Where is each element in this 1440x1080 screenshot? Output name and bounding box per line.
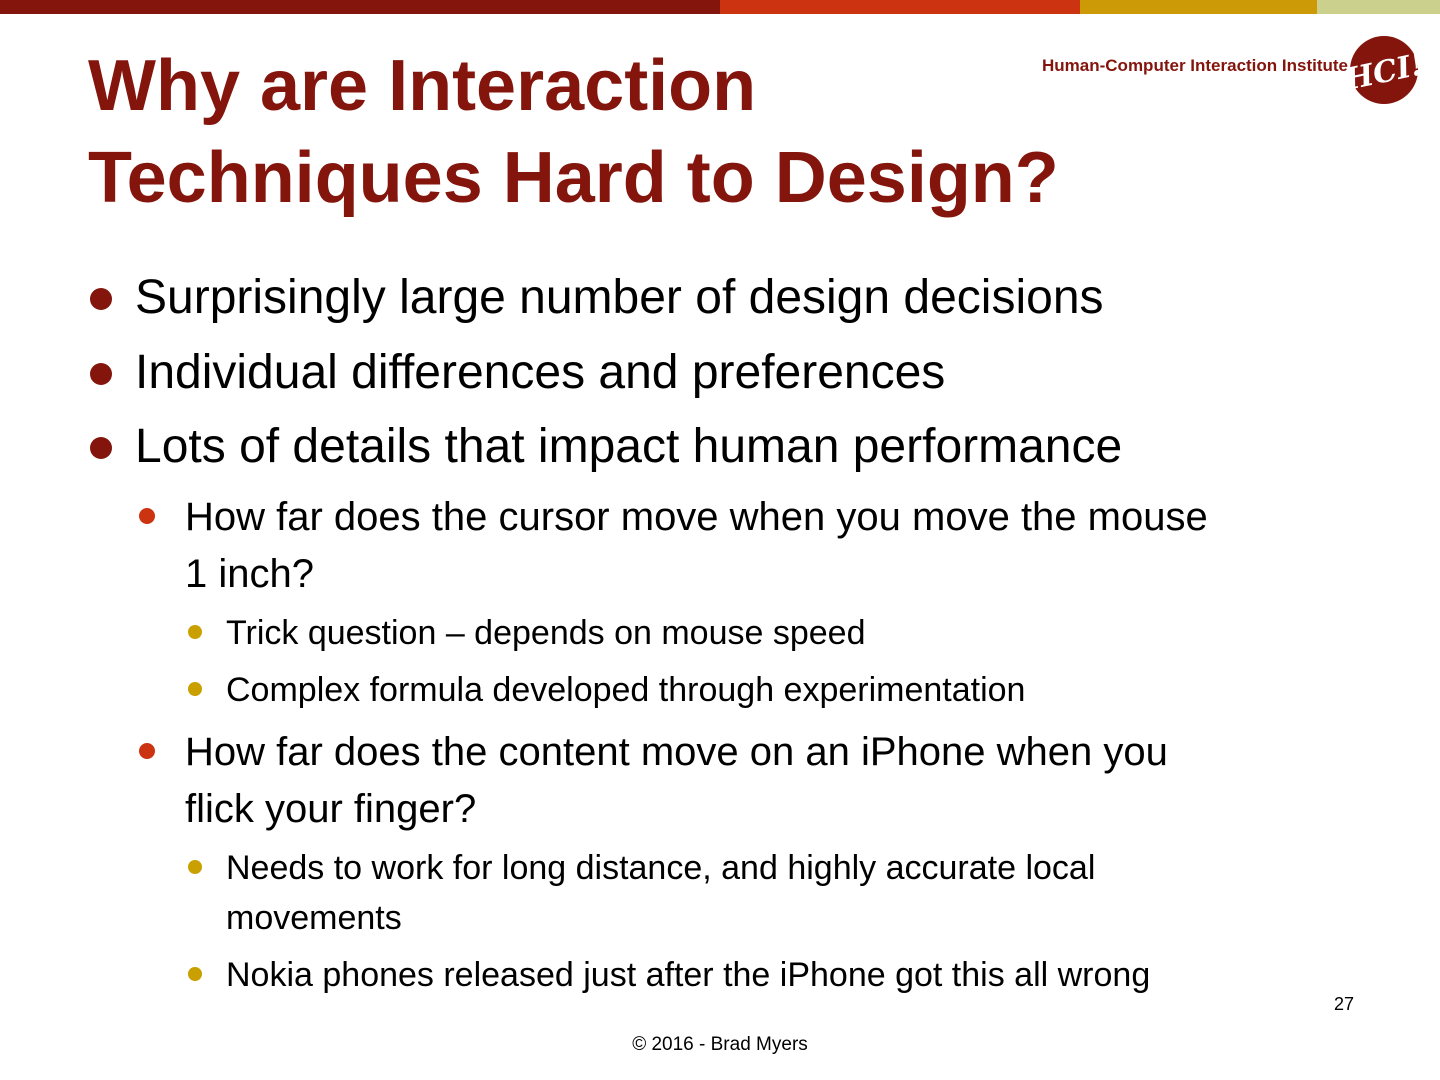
sub-sub-bullet-item (226, 608, 865, 658)
bullet-item (135, 419, 1122, 475)
sub-sub-bullet-text: Needs to work for long distance, and highly accurate local (226, 849, 1096, 887)
sub-bullet-dot-icon (139, 743, 155, 759)
bullet-item (135, 345, 945, 401)
sub-bullet-continuation (185, 546, 314, 603)
sub-sub-bullet-text: movements (226, 899, 402, 937)
sub-bullet-text: How far does the content move on an iPhone when you (185, 730, 1168, 774)
page-number: 27 (1333, 994, 1354, 1014)
sub-sub-bullet-item (226, 843, 1095, 893)
sub-bullet-text: How far does the cursor move when you move the mouse (185, 495, 1208, 539)
sub-bullet-dot-icon (139, 508, 155, 524)
bullet-dot-icon (90, 437, 112, 459)
sub-bullet-text: flick your finger? (185, 787, 477, 831)
sub-sub-bullet-continuation (226, 893, 402, 943)
bullet-item (135, 270, 1104, 326)
slide-title-line-2: Techniques Hard to Design? (88, 138, 1059, 218)
sub-sub-bullet-item (226, 665, 1025, 715)
sub-bullet-continuation (185, 781, 476, 838)
sub-sub-bullet-dot-icon (188, 682, 202, 696)
bullet-text: Surprisingly large number of design decisions (135, 271, 1104, 324)
bullet-dot-icon (90, 288, 112, 310)
sub-sub-bullet-dot-icon (188, 860, 202, 874)
bullet-text: Individual differences and preferences (135, 346, 946, 399)
logo-text: Human-Computer Interaction Institute (1042, 56, 1349, 75)
sub-bullet-item (185, 489, 1208, 546)
sub-bullet-text: 1 inch? (185, 552, 314, 596)
sub-sub-bullet-text: Trick question – depends on mouse speed (226, 614, 866, 652)
sub-sub-bullet-item (226, 950, 1150, 1000)
sub-sub-bullet-dot-icon (188, 967, 202, 981)
bullet-text: Lots of details that impact human performance (135, 420, 1123, 473)
slide-title-line-1: Why are Interaction (88, 46, 757, 126)
sub-sub-bullet-text: Nokia phones released just after the iPhone got this all wrong (226, 956, 1151, 994)
sub-bullet-item (185, 724, 1168, 781)
sub-sub-bullet-dot-icon (188, 625, 202, 639)
sub-sub-bullet-text: Complex formula developed through experimentation (226, 671, 1026, 709)
bullet-dot-icon (90, 363, 112, 385)
footer-copyright: © 2016 - Brad Myers (632, 1034, 808, 1055)
logo-mark: HCI! (1342, 47, 1428, 98)
